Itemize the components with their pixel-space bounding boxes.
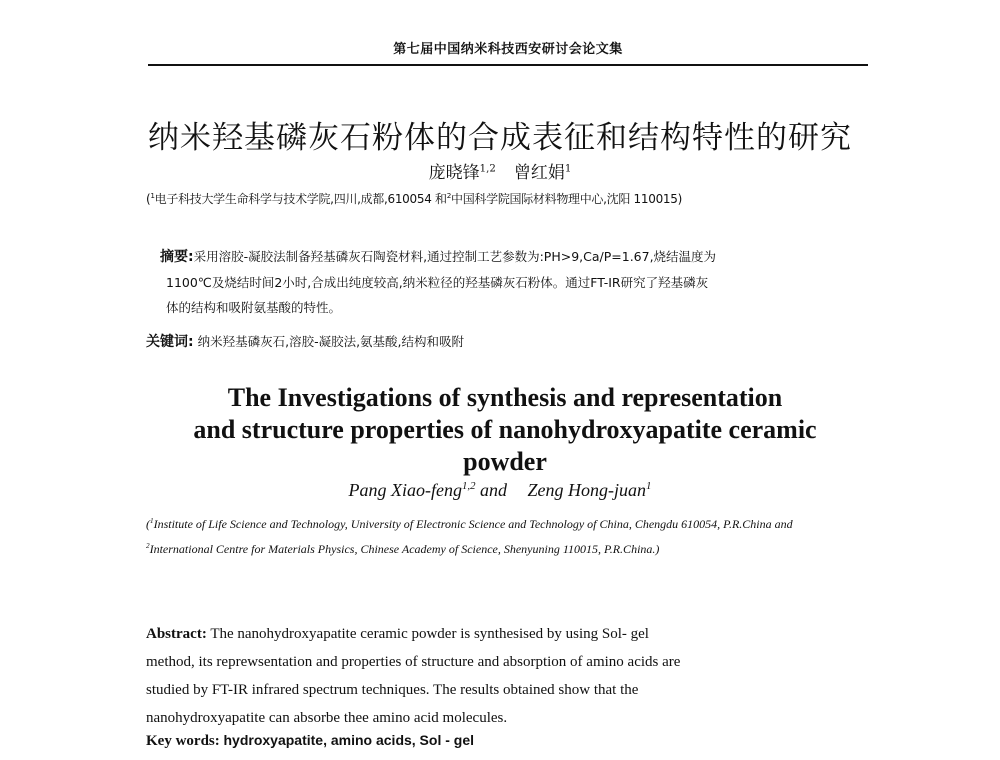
english-keywords-value: hydroxyapatite, amino acids, Sol - gel bbox=[223, 732, 475, 748]
english-title-line: and structure properties of nanohydroxyapatite ceramic bbox=[193, 415, 817, 444]
chinese-keywords-label: 关键词: bbox=[146, 334, 194, 350]
chinese-author-1-affil: 1,2 bbox=[479, 163, 496, 175]
english-author-2-affil: 1 bbox=[646, 480, 652, 492]
english-authors bbox=[0, 480, 1000, 501]
english-keywords bbox=[146, 732, 866, 750]
english-title-line: The Investigations of synthesis and representation bbox=[227, 383, 783, 412]
chinese-author-2: 曾红娟 bbox=[513, 163, 565, 183]
english-title bbox=[140, 382, 870, 478]
english-abstract-line: The nanohydroxyapatite ceramic powder is synthesised by using Sol- gel bbox=[210, 626, 649, 642]
chinese-abstract-line: 采用溶胶-凝胶法制备羟基磷灰石陶瓷材料,通过控制工艺参数为:PH>9,Ca/P=1.67,烧结温度为 bbox=[193, 249, 717, 264]
english-abstract-line: nanohydroxyapatite can absorbe thee amino acid molecules. bbox=[146, 710, 508, 726]
english-author-joiner: and bbox=[480, 480, 508, 500]
chinese-abstract-line: 体的结构和吸附氨基酸的特性。 bbox=[166, 300, 342, 315]
chinese-affiliation: ($^1$电子科技大学生命科学与技术学院,四川,成都,610054 和$^2$中国科学院国际材料物理中心,沈阳 110015) bbox=[146, 191, 682, 206]
english-abstract bbox=[146, 620, 866, 732]
chinese-abstract-line: 1100℃及烧结时间2小时,合成出纯度较高,纳米粒径的羟基磷灰石粉体。通过FT-IR研究了羟基磷灰 bbox=[166, 275, 709, 290]
chinese-title: 纳米羟基磷灰石粉体的合成表征和结构特性的研究 bbox=[148, 120, 852, 156]
header-rule bbox=[148, 64, 868, 66]
english-abstract-label: Abstract: bbox=[146, 626, 207, 642]
chinese-keywords bbox=[146, 331, 866, 351]
english-abstract-line: method, its reprewsentation and properties of structure and absorption of amino acids are bbox=[146, 654, 681, 670]
english-keywords-label: Key words: bbox=[146, 733, 220, 749]
running-head: 第七届中国纳米科技西安研讨会论文集 bbox=[393, 42, 623, 57]
chinese-author-1: 庞晓锋 bbox=[428, 163, 480, 183]
chinese-abstract-label: 摘要: bbox=[160, 249, 194, 265]
english-author-2: Zeng Hong-juan bbox=[527, 480, 647, 500]
english-author-1-affil: 1,2 bbox=[462, 480, 476, 492]
english-affiliation: ($^1$Institute of Life Science and Technology, University of Electronic Science and Technology of China, Chengdu 610054, P.R.China and $^2$International Centre for Materials Physics, Chinese Academy of Science, Shenyuning 110015, P.R.China.) bbox=[146, 517, 793, 556]
english-abstract-line: studied by FT-IR infrared spectrum techniques. The results obtained show that the bbox=[146, 682, 639, 698]
english-author-1: Pang Xiao-feng bbox=[348, 480, 463, 500]
english-title-line: powder bbox=[463, 447, 547, 476]
chinese-authors bbox=[0, 158, 1000, 183]
chinese-keywords-value: 纳米羟基磷灰石,溶胶-凝胶法,氨基酸,结构和吸附 bbox=[197, 334, 465, 349]
chinese-abstract bbox=[160, 244, 870, 320]
chinese-author-2-affil: 1 bbox=[564, 163, 572, 175]
